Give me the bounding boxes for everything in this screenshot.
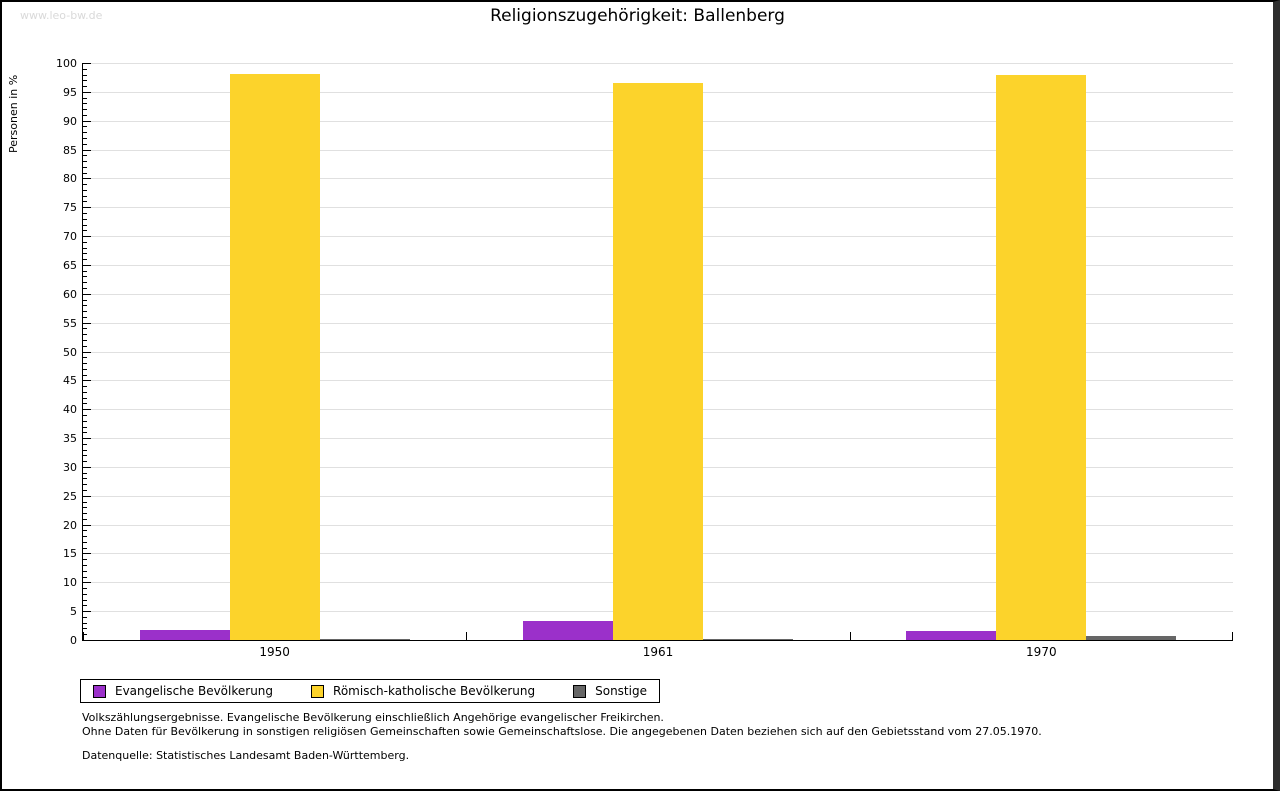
- y-minor-tick: [83, 109, 87, 110]
- y-minor-tick: [83, 190, 87, 191]
- y-tick-label: 5: [70, 605, 77, 619]
- y-tick-label: 75: [63, 201, 77, 215]
- y-minor-tick: [83, 421, 87, 422]
- y-minor-tick: [83, 346, 87, 347]
- data-source: Datenquelle: Statistisches Landesamt Baden-Württemberg.: [82, 749, 410, 762]
- y-tick-label: 80: [63, 172, 77, 186]
- y-minor-tick: [83, 427, 87, 428]
- chart-title: Religionszugehörigkeit: Ballenberg: [490, 6, 785, 26]
- bar-1950-series1: [230, 74, 320, 640]
- y-minor-tick: [83, 357, 87, 358]
- y-tick-label: 95: [63, 85, 77, 99]
- y-minor-tick: [83, 80, 87, 81]
- watermark: www.leo-bw.de: [20, 9, 103, 22]
- legend-swatch-icon: [311, 685, 324, 698]
- y-minor-tick: [83, 375, 87, 376]
- y-major-tick: [83, 150, 91, 151]
- y-minor-tick: [83, 450, 87, 451]
- x-category-label: 1961: [642, 645, 674, 659]
- bar-1970-series2: [1086, 636, 1176, 640]
- legend-label: Römisch-katholische Bevölkerung: [333, 684, 536, 698]
- y-minor-tick: [83, 196, 87, 197]
- y-tick-label: 15: [63, 547, 77, 561]
- y-minor-tick: [83, 455, 87, 456]
- y-minor-tick: [83, 565, 87, 566]
- y-minor-tick: [83, 253, 87, 254]
- y-minor-tick: [83, 213, 87, 214]
- y-minor-tick: [83, 98, 87, 99]
- y-tick-label: 60: [63, 287, 77, 301]
- y-major-tick: [83, 525, 91, 526]
- x-category-label: 1950: [259, 645, 290, 659]
- y-minor-tick: [83, 628, 87, 629]
- gridline: [83, 63, 1233, 64]
- y-minor-tick: [83, 288, 87, 289]
- bar-1970-series0: [906, 631, 996, 640]
- y-minor-tick: [83, 403, 87, 404]
- y-major-tick: [83, 640, 91, 641]
- y-minor-tick: [83, 86, 87, 87]
- y-minor-tick: [83, 69, 87, 70]
- y-minor-tick: [83, 473, 87, 474]
- footnote-line: Volkszählungsergebnisse. Evangelische Bevölkerung einschließlich Angehörige evangelischer Freikirchen.: [82, 711, 664, 724]
- y-minor-tick: [83, 201, 87, 202]
- y-tick-label: 90: [63, 114, 77, 128]
- y-minor-tick: [83, 461, 87, 462]
- y-minor-tick: [83, 340, 87, 341]
- y-major-tick: [83, 553, 91, 554]
- y-minor-tick: [83, 444, 87, 445]
- y-tick-label: 40: [63, 403, 77, 417]
- legend-label: Sonstige: [595, 684, 647, 698]
- y-major-tick: [83, 409, 91, 410]
- y-minor-tick: [83, 478, 87, 479]
- footnote-line: Ohne Daten für Bevölkerung in sonstigen religiösen Gemeinschaften sowie Gemeinschaftslose. Die angegebenen Daten beziehen sich auf den Gebietsstand vom 27.05.1970.: [82, 724, 1042, 738]
- y-minor-tick: [83, 173, 87, 174]
- y-minor-tick: [83, 311, 87, 312]
- y-minor-tick: [83, 559, 87, 560]
- y-minor-tick: [83, 519, 87, 520]
- y-tick-label: 10: [63, 576, 77, 590]
- legend-label: Evangelische Bevölkerung: [115, 684, 274, 698]
- y-axis-title: Personen in %: [7, 74, 20, 153]
- y-major-tick: [83, 467, 91, 468]
- y-minor-tick: [83, 300, 87, 301]
- y-minor-tick: [83, 530, 87, 531]
- y-tick-label: 70: [63, 230, 77, 244]
- footnotes: [82, 711, 1042, 738]
- y-tick-label: 55: [63, 316, 77, 330]
- y-minor-tick: [83, 605, 87, 606]
- y-minor-tick: [83, 571, 87, 572]
- y-minor-tick: [83, 305, 87, 306]
- y-tick-label: 35: [63, 432, 77, 446]
- y-minor-tick: [83, 328, 87, 329]
- y-minor-tick: [83, 542, 87, 543]
- bar-1961-series2: [703, 639, 793, 640]
- y-minor-tick: [83, 317, 87, 318]
- x-axis-tick: [466, 632, 467, 640]
- y-minor-tick: [83, 432, 87, 433]
- y-minor-tick: [83, 398, 87, 399]
- legend-item: [311, 684, 535, 698]
- y-tick-label: 30: [63, 460, 77, 474]
- y-minor-tick: [83, 600, 87, 601]
- legend: [80, 679, 660, 703]
- y-minor-tick: [83, 144, 87, 145]
- y-major-tick: [83, 323, 91, 324]
- y-major-tick: [83, 63, 91, 64]
- y-minor-tick: [83, 392, 87, 393]
- y-minor-tick: [83, 415, 87, 416]
- y-minor-tick: [83, 386, 87, 387]
- legend-item: [93, 684, 273, 698]
- y-tick-label: 50: [63, 345, 77, 359]
- bar-1950-series2: [320, 639, 410, 640]
- x-axis-tick: [1232, 632, 1233, 640]
- y-minor-tick: [83, 490, 87, 491]
- y-minor-tick: [83, 276, 87, 277]
- y-minor-tick: [83, 282, 87, 283]
- y-minor-tick: [83, 161, 87, 162]
- y-minor-tick: [83, 230, 87, 231]
- y-minor-tick: [83, 167, 87, 168]
- y-minor-tick: [83, 242, 87, 243]
- y-major-tick: [83, 352, 91, 353]
- y-minor-tick: [83, 225, 87, 226]
- y-minor-tick: [83, 219, 87, 220]
- y-major-tick: [83, 294, 91, 295]
- y-minor-tick: [83, 115, 87, 116]
- y-major-tick: [83, 380, 91, 381]
- y-tick-label: 45: [63, 374, 77, 388]
- bar-1961-series0: [523, 621, 613, 640]
- bar-1970-series1: [996, 75, 1086, 640]
- y-minor-tick: [83, 126, 87, 127]
- bar-1950-series0: [140, 630, 230, 640]
- x-category-label: 1970: [1026, 645, 1057, 659]
- y-tick-label: 25: [63, 489, 77, 503]
- y-minor-tick: [83, 155, 87, 156]
- y-minor-tick: [83, 617, 87, 618]
- y-minor-tick: [83, 103, 87, 104]
- y-minor-tick: [83, 248, 87, 249]
- y-minor-tick: [83, 548, 87, 549]
- y-minor-tick: [83, 75, 87, 76]
- legend-swatch-icon: [93, 685, 106, 698]
- y-minor-tick: [83, 594, 87, 595]
- y-minor-tick: [83, 363, 87, 364]
- y-major-tick: [83, 611, 91, 612]
- y-minor-tick: [83, 484, 87, 485]
- y-minor-tick: [83, 369, 87, 370]
- y-minor-tick: [83, 259, 87, 260]
- y-major-tick: [83, 236, 91, 237]
- y-major-tick: [83, 582, 91, 583]
- y-minor-tick: [83, 513, 87, 514]
- bar-1961-series1: [613, 83, 703, 640]
- x-axis-tick: [850, 632, 851, 640]
- legend-swatch-icon: [573, 685, 586, 698]
- y-major-tick: [83, 92, 91, 93]
- y-minor-tick: [83, 623, 87, 624]
- y-tick-label: 100: [56, 57, 77, 70]
- y-minor-tick: [83, 132, 87, 133]
- plot-area: [56, 57, 1233, 659]
- y-minor-tick: [83, 577, 87, 578]
- y-tick-label: 85: [63, 143, 77, 157]
- y-minor-tick: [83, 138, 87, 139]
- y-minor-tick: [83, 588, 87, 589]
- y-major-tick: [83, 178, 91, 179]
- y-minor-tick: [83, 334, 87, 335]
- y-major-tick: [83, 207, 91, 208]
- y-major-tick: [83, 265, 91, 266]
- y-major-tick: [83, 121, 91, 122]
- y-minor-tick: [83, 184, 87, 185]
- y-minor-tick: [83, 271, 87, 272]
- y-minor-tick: [83, 502, 87, 503]
- y-tick-label: 65: [63, 258, 77, 272]
- x-axis-tick: [83, 632, 84, 640]
- y-major-tick: [83, 438, 91, 439]
- y-minor-tick: [83, 536, 87, 537]
- y-minor-tick: [83, 507, 87, 508]
- y-major-tick: [83, 496, 91, 497]
- y-tick-label: 20: [63, 518, 77, 532]
- y-tick-label: 0: [70, 634, 77, 647]
- legend-item: [573, 684, 647, 698]
